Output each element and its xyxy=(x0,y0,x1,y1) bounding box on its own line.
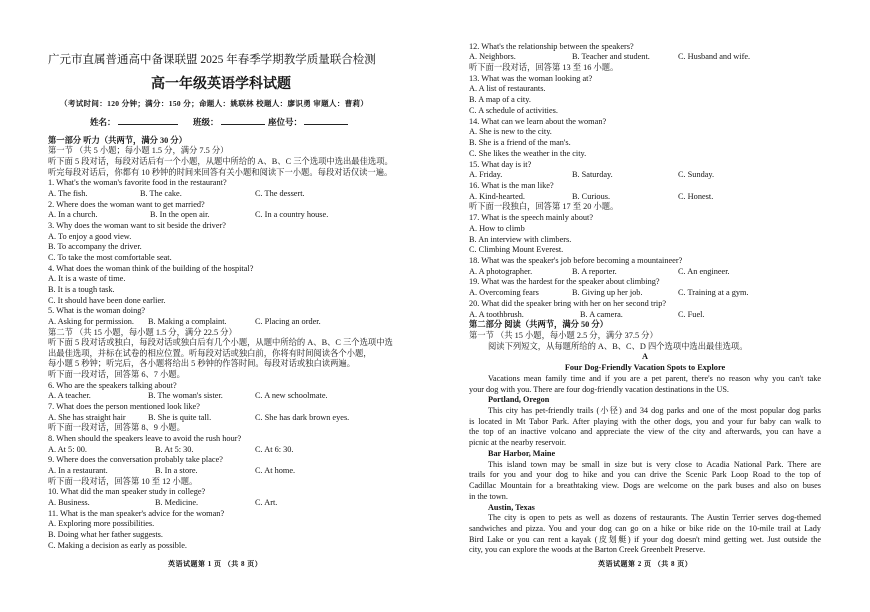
option-c: C. Sunday. xyxy=(678,170,715,180)
option-b: B. Doing what her father suggests. xyxy=(48,529,163,539)
question-stem: 9. Where does the conversation probably take place? xyxy=(48,455,223,465)
question-9 xyxy=(48,455,398,476)
question-stem: 7. What does the person mentioned look like? xyxy=(48,402,200,412)
section-heading: 第二节 （共 15 小题，每小题 1.5 分，满分 22.5 分） xyxy=(48,327,237,337)
option-c: C. To take the most comfortable seat. xyxy=(48,252,172,262)
option-a: A. It is a waste of time. xyxy=(48,274,126,284)
option-row xyxy=(48,466,398,477)
option-c: C. Climbing Mount Everest. xyxy=(469,245,564,255)
question-3 xyxy=(48,221,398,264)
option-b: B. A camera. xyxy=(580,309,623,319)
question-8 xyxy=(48,434,398,455)
option-b: B. The cake. xyxy=(140,188,182,198)
name-label: 姓名： xyxy=(90,117,116,127)
option-row xyxy=(469,310,821,321)
page-2-body xyxy=(469,42,821,557)
option-b: B. An interview with climbers. xyxy=(469,234,572,244)
question-stem: 11. What is the man speaker's advice for the woman? xyxy=(48,508,225,518)
listening-prompt: 听下面一段对话，回答第 8、9 小题。 xyxy=(48,423,185,433)
option-c: C. Placing an order. xyxy=(255,316,321,326)
option-row xyxy=(469,192,821,203)
question-14 xyxy=(469,117,821,160)
option-a: A. She is new to the city. xyxy=(469,127,552,137)
question-stem: 18. What was the speaker's job before becoming a mountaineer? xyxy=(469,255,683,265)
exam-title: 广元市直属普通高中备课联盟 2025 年春季学期教学质量联合检测 xyxy=(48,54,376,66)
option-row xyxy=(48,317,398,328)
option-a: A. Neighbors. xyxy=(469,52,516,62)
question-19 xyxy=(469,277,821,298)
option-a: A. A photographer. xyxy=(469,266,533,276)
option-row xyxy=(469,288,821,299)
option-b: B. Teacher and student. xyxy=(572,52,650,62)
option-c: C. Art. xyxy=(255,498,278,507)
option-c: C. Training at a gym. xyxy=(678,288,749,298)
part-heading: 第二部分 阅读（共两节，满分 50 分） xyxy=(469,320,608,330)
option-b: B. Medicine. xyxy=(155,498,199,507)
listening-part xyxy=(48,136,398,552)
option-c: C. The dessert. xyxy=(255,188,305,198)
option-c: C. A new schoolmate. xyxy=(255,391,328,401)
question-stem: 13. What was the woman looking at? xyxy=(469,73,593,83)
option-a: A. The fish. xyxy=(48,188,88,198)
question-15 xyxy=(469,160,821,181)
option-c: C. She has dark brown eyes. xyxy=(255,412,350,422)
option-row xyxy=(48,210,398,221)
option-a: A. A toothbrush. xyxy=(469,309,524,319)
option-b: B. In a store. xyxy=(155,466,198,476)
passage-title: Four Dog-Friendly Vacation Spots to Explore xyxy=(564,363,726,373)
option-a: A. At 5: 00. xyxy=(48,444,87,454)
option-row xyxy=(48,445,398,456)
option-c: C. A schedule of activities. xyxy=(469,105,558,115)
question-stem: 4. What does the woman think of the building of the hospital? xyxy=(48,263,254,273)
option-a: A. In a church. xyxy=(48,210,98,220)
question-stem: 10. What did the man speaker study in college? xyxy=(48,487,206,497)
option-b: B. A map of a city. xyxy=(469,95,531,105)
passage-line: trails for you and your dog to hike and you can drive the Scenic Park Loop Road to the top of xyxy=(469,470,821,480)
question-20 xyxy=(469,299,821,320)
question-7 xyxy=(48,402,398,423)
question-11 xyxy=(48,509,398,552)
question-stem: 17. What is the speech mainly about? xyxy=(469,213,594,223)
instruction-line: 出最佳选项，并标在试卷的相应位置。听每段对话或独白前，你将有时间阅读各个小题， xyxy=(48,348,372,358)
option-b: B. Saturday. xyxy=(572,170,613,180)
question-stem: 12. What's the relationship between the speakers? xyxy=(469,41,634,51)
option-a: A. She has straight hair xyxy=(48,412,126,422)
option-c: C. Fuel. xyxy=(678,309,705,319)
option-a: A. Business. xyxy=(48,498,90,507)
page-footer: 英语试题第 1 页 （共 8 页） xyxy=(168,560,263,568)
question-stem: 3. Why does the woman want to sit beside the driver? xyxy=(48,220,226,230)
passage-line: the top of an inactive volcano and appreciate the view of the city and afterwards, you can have a xyxy=(469,427,821,437)
question-18 xyxy=(469,256,821,277)
name-blank xyxy=(118,116,178,125)
class-blank xyxy=(221,116,265,125)
listening-prompt: 听下面一段独白，回答第 17 至 20 小题。 xyxy=(469,202,619,212)
exam-subtitle: 高一年级英语学科试题 xyxy=(151,77,291,92)
option-a: A. Kind-hearted. xyxy=(469,191,525,201)
question-1 xyxy=(48,178,398,199)
option-b: B. A reporter. xyxy=(572,266,617,276)
option-row xyxy=(469,52,821,63)
option-row xyxy=(469,170,821,181)
question-stem: 1. What's the woman's favorite food in the restaurant? xyxy=(48,178,227,188)
question-6 xyxy=(48,381,398,402)
question-12 xyxy=(469,42,821,63)
passage-line: This city has pet-friendly trails (小径) and 34 dog parks and one of the most popular dog parks xyxy=(488,406,821,416)
option-b: B. Making a complaint. xyxy=(148,316,227,326)
option-a: A. In a restaurant. xyxy=(48,466,108,476)
question-4 xyxy=(48,264,398,307)
question-stem: 20. What did the speaker bring with her on her second trip? xyxy=(469,298,667,308)
instruction-line: 听下面 5 段对话，每段对话后有一个小题，从题中所给的 A、B、C 三个选项中选出最佳选项。 xyxy=(48,157,393,166)
option-row xyxy=(48,391,398,402)
question-stem: 19. What was the hardest for the speaker about climbing? xyxy=(469,277,660,287)
question-13 xyxy=(469,74,821,117)
passage-line: Bird Lake or you can rent a kayak (皮划艇) if your dog doesn't mind getting wet. Just outside the xyxy=(469,534,821,544)
option-c: C. She likes the weather in the city. xyxy=(469,148,587,158)
option-b: B. It is a tough task. xyxy=(48,284,115,294)
reading-instruction: 阅读下列短文，从每题所给的 A、B、C、D 四个选项中选出最佳选项。 xyxy=(488,341,748,351)
reading-passage-a xyxy=(469,352,821,556)
option-c: C. At home. xyxy=(255,466,296,476)
question-10 xyxy=(48,487,398,508)
instruction-line: 听下面 5 段对话或独白，每段对话或独白后有几个小题，从题中所给的 A、B、C 三个选项中选 xyxy=(48,338,393,348)
passage-line: Cadillac Mountain for a breathtaking view. Dogs are welcome on the park buses and also on buses xyxy=(469,481,821,491)
seat-field xyxy=(268,116,348,128)
option-c: C. Making a decision as early as possible. xyxy=(48,540,187,550)
spot-heading: Austin, Texas xyxy=(488,502,535,512)
passage-line: your dog with you. There are four dog-friendly vacation destinations in the US. xyxy=(469,384,729,394)
listening-prompt: 听下面一段对话，回答第 13 至 16 小题。 xyxy=(469,63,619,73)
passage-label: A xyxy=(642,352,648,362)
option-a: A. Exploring more possibilities. xyxy=(48,519,155,529)
option-c: C. At 6: 30. xyxy=(255,444,294,454)
option-c: C. It should have been done earlier. xyxy=(48,295,166,305)
listening-prompt: 听下面一段对话，回答第 10 至 12 小题。 xyxy=(48,476,198,486)
option-a: A. Overcoming fears xyxy=(469,288,539,298)
listening-prompt: 听下面一段对话，回答第 6、7 小题。 xyxy=(48,370,185,380)
question-stem: 6. Who are the speakers talking about? xyxy=(48,380,177,390)
instruction-line: 每小题 5 秒钟；听完后，各小题将给出 5 秒钟的作答时间。每段对话或独白读两遍。 xyxy=(48,359,355,369)
option-b: B. At 5: 30. xyxy=(155,444,194,454)
option-c: C. In a country house. xyxy=(255,210,329,220)
passage-line: sandwiches and pizza. You and your dog can go on a hike or bike ride on the 10-mile trail at Lady xyxy=(469,523,821,533)
class-label: 班级： xyxy=(193,117,219,127)
passage-line: city, you can explore the woods at the Barton Creek Greenbelt Preserve. xyxy=(469,545,706,555)
option-b: B. Giving up her job. xyxy=(572,288,643,298)
spot-heading: Bar Harbor, Maine xyxy=(488,448,556,458)
option-a: A. How to climb xyxy=(469,223,525,233)
passage-line: is located in Mt Tabor Park. After playing with the other dogs, you and your fur baby can walk to xyxy=(469,416,821,426)
option-b: B. To accompany the driver. xyxy=(48,242,142,252)
name-field xyxy=(90,116,178,128)
option-row xyxy=(48,189,398,200)
option-b: B. In the open air. xyxy=(150,210,210,220)
option-a: A. Asking for permission. xyxy=(48,316,134,326)
seat-label: 座位号： xyxy=(268,117,303,127)
passage-line: This island town may be small in size but is very close to Acadia National Park. There are xyxy=(488,459,821,469)
option-b: B. She is quite tall. xyxy=(148,412,212,422)
question-16 xyxy=(469,181,821,202)
part-heading: 第一部分 听力（共两节，满分 30 分） xyxy=(48,135,187,145)
seat-blank xyxy=(304,116,348,125)
instruction-line: 听完每段对话后，你都有 10 秒钟的时间来回答有关小题和阅读下一小题。每段对话仅读一遍。 xyxy=(48,167,393,177)
question-17 xyxy=(469,213,821,256)
question-stem: 2. Where does the woman want to get married? xyxy=(48,199,205,209)
option-b: B. Curious. xyxy=(572,191,611,201)
option-b: B. She is a friend of the man's. xyxy=(469,138,571,148)
question-2 xyxy=(48,200,398,221)
option-a: A. To enjoy a good view. xyxy=(48,231,132,241)
option-c: C. Honest. xyxy=(678,191,714,201)
page-footer: 英语试题第 2 页 （共 8 页） xyxy=(598,560,693,568)
passage-line: in the town. xyxy=(469,491,508,501)
question-stem: 8. When should the speakers leave to avoid the rush hour? xyxy=(48,434,242,444)
section-heading: 第一节 （共 5 小题；每小题 1.5 分，满分 7.5 分） xyxy=(48,146,229,156)
question-stem: 15. What day is it? xyxy=(469,159,532,169)
passage-line: picnic at the nearby reservoir. xyxy=(469,438,567,448)
option-a: A. A teacher. xyxy=(48,391,91,401)
spot-heading: Portland, Oregon xyxy=(488,395,550,405)
question-stem: 14. What can we learn about the woman? xyxy=(469,116,607,126)
option-a: A. Friday. xyxy=(469,170,503,180)
option-a: A. A list of restaurants. xyxy=(469,84,546,94)
class-field xyxy=(193,116,265,128)
option-c: C. Husband and wife. xyxy=(678,52,751,62)
option-row xyxy=(48,413,398,424)
question-5 xyxy=(48,306,398,327)
question-stem: 5. What is the woman doing? xyxy=(48,306,146,316)
exam-info: （考试时间：120 分钟；满分：150 分；命题人：姚联林 校题人：廖识勇 审题人：曹莉） xyxy=(60,99,369,108)
option-c: C. An engineer. xyxy=(678,266,730,276)
question-stem: 16. What is the man like? xyxy=(469,180,554,190)
section-heading: 第一节 （共 15 小题，每小题 2.5 分，满分 37.5 分） xyxy=(469,331,658,340)
page-2 xyxy=(435,0,870,612)
option-row xyxy=(48,498,398,509)
option-b: B. The woman's sister. xyxy=(148,391,223,401)
option-row xyxy=(469,267,821,278)
passage-line: Vacations mean family time and if you are a pet parent, there's no reason why you can't take xyxy=(488,373,821,383)
passage-line: The city is open to pets as well as dozens of restaurants. The Austin Terrier serves dog-themed xyxy=(488,513,821,523)
